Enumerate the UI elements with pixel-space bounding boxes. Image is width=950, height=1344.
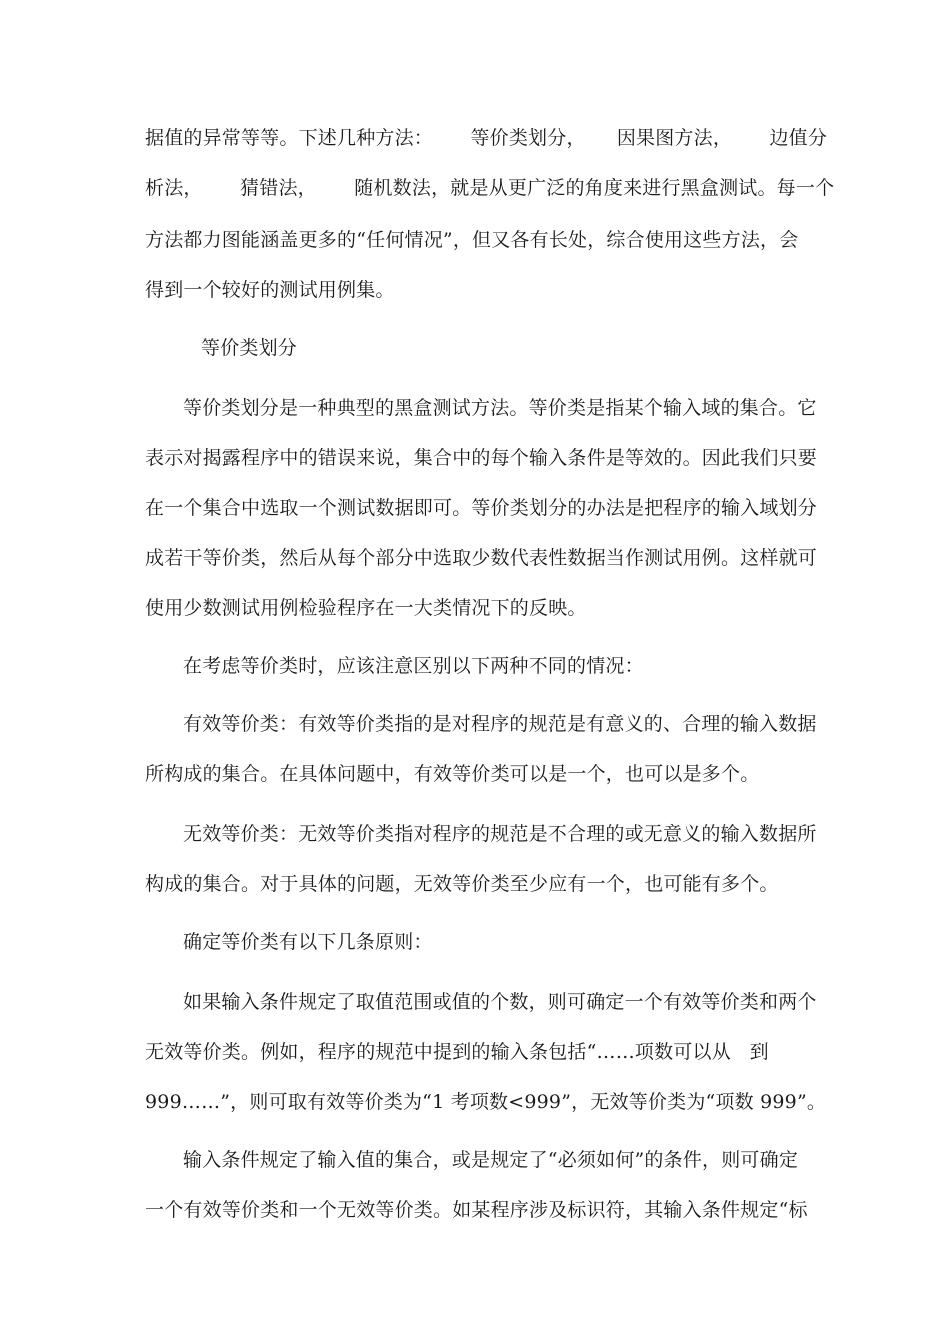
section-heading: 等价类划分 <box>201 337 298 359</box>
paragraph-line: 等价类划分是一种典型的黑盒测试方法。等价类是指某个输入域的集合。它 <box>183 397 817 419</box>
paragraph-line: 无效等价类。例如，程序的规范中提到的输入条包括“……项数可以从 到 <box>145 1041 769 1063</box>
paragraph-line: 有效等价类：有效等价类指的是对程序的规范是有意义的、合理的输入数据 <box>183 713 817 735</box>
paragraph-line: 使用少数测试用例检验程序在一大类情况下的反映。 <box>145 597 587 619</box>
paragraph-line: 999……”，则可取有效等价类为“1 考项数<999”，无效等价类为“项数 999”。 <box>145 1091 827 1113</box>
paragraph-line: 所构成的集合。在具体问题中，有效等价类可以是一个，也可以是多个。 <box>145 763 760 785</box>
paragraph-line: 据值的异常等等。下述几种方法： 等价类划分， 因果图方法， 边值分 <box>145 127 828 149</box>
paragraph-line: 表示对揭露程序中的错误来说，集合中的每个输入条件是等效的。因此我们只要 <box>145 447 818 469</box>
paragraph-line: 如果输入条件规定了取值范围或值的个数，则可确定一个有效等价类和两个 <box>183 991 817 1013</box>
paragraph-line: 方法都力图能涵盖更多的“任何情况”，但又各有长处，综合使用这些方法，会 <box>145 229 799 251</box>
paragraph-line: 析法， 猜错法， 随机数法，就是从更广泛的角度来进行黑盒测试。每一个 <box>145 177 835 199</box>
paragraph-line: 得到一个较好的测试用例集。 <box>145 279 395 301</box>
paragraph-line: 在考虑等价类时，应该注意区别以下两种不同的情况： <box>183 655 644 677</box>
paragraph-line: 成若干等价类，然后从每个部分中选取少数代表性数据当作测试用例。这样就可 <box>145 547 818 569</box>
paragraph-line: 在一个集合中选取一个测试数据即可。等价类划分的办法是把程序的输入域划分 <box>145 497 818 519</box>
paragraph-line: 无效等价类：无效等价类指对程序的规范是不合理的或无意义的输入数据所 <box>183 823 817 845</box>
paragraph-line: 一个有效等价类和一个无效等价类。如某程序涉及标识符，其输入条件规定“标 <box>145 1199 808 1221</box>
paragraph-line: 构成的集合。对于具体的问题，无效等价类至少应有一个，也可能有多个。 <box>145 873 779 895</box>
paragraph-line: 输入条件规定了输入值的集合，或是规定了“必须如何”的条件，则可确定 <box>183 1149 799 1171</box>
paragraph-line: 确定等价类有以下几条原则： <box>183 931 433 953</box>
